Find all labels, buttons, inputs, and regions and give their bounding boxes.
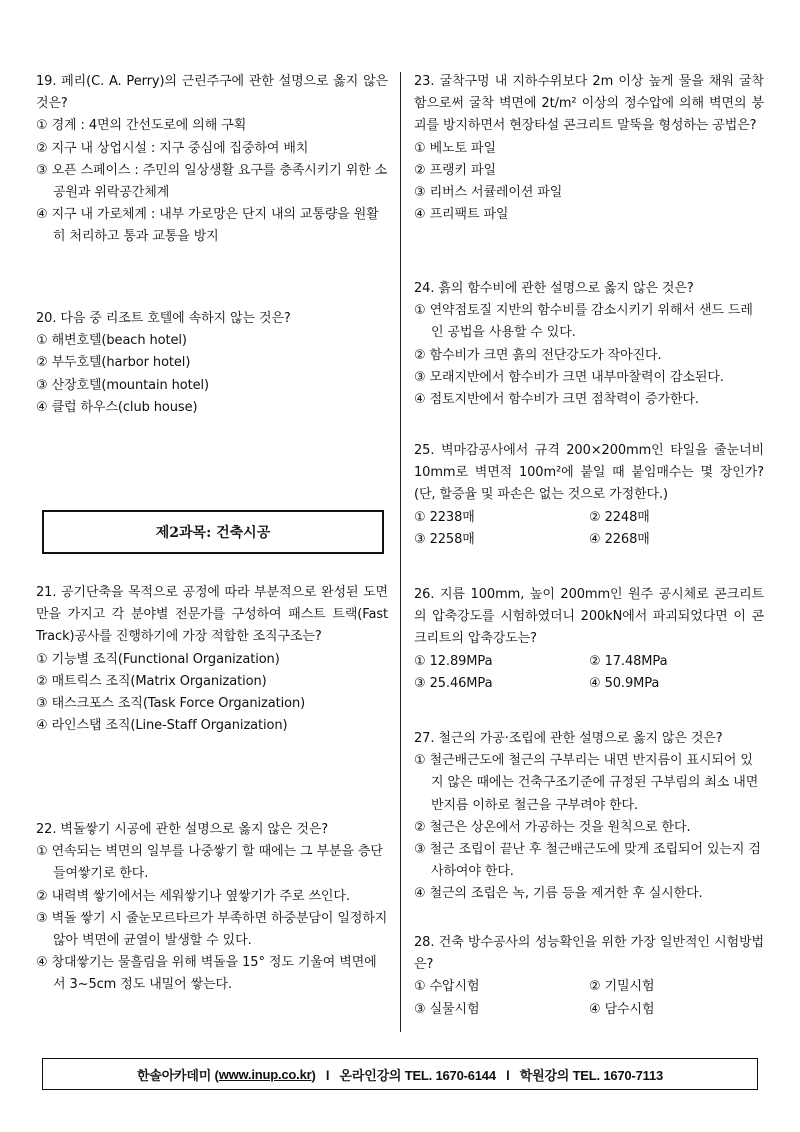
answer-option: ① 연속되는 벽면의 일부를 나중쌓기 할 때에는 그 부분을 층단 들여쌓기로 한다. xyxy=(36,844,383,882)
question-22 xyxy=(36,819,388,997)
question-stem: 28. 건축 방수공사의 성능확인을 위한 가장 일반적인 시험방법은? xyxy=(414,935,764,973)
answer-option: ② 기밀시험 xyxy=(589,979,655,995)
column-divider xyxy=(400,72,401,1032)
answer-option: ① 수압시험 xyxy=(414,979,480,995)
answer-option: ④ 50.9MPa xyxy=(589,675,660,691)
answer-option: ② 지구 내 상업시설 : 지구 중심에 집중하여 배치 xyxy=(36,140,309,156)
section-title: 제2과목: 건축시공 xyxy=(155,525,271,541)
answer-option: ③ 모래지반에서 함수비가 크면 내부마찰력이 감소된다. xyxy=(414,369,724,385)
answer-option: ① 철근배근도에 철근의 구부리는 내면 반지름이 표시되어 있지 않은 때에는 건축구조기준에 규정된 구부림의 최소 내면 반지름 이하로 철근을 구부려야 한다. xyxy=(414,753,759,813)
question-stem: 27. 철근의 가공·조립에 관한 설명으로 옳지 않은 것은? xyxy=(414,731,723,746)
question-stem: 24. 흙의 함수비에 관한 설명으로 옳지 않은 것은? xyxy=(414,281,694,296)
question-28 xyxy=(414,932,764,1021)
answer-option: ② 17.48MPa xyxy=(589,653,668,669)
options-row xyxy=(414,507,764,529)
answer-option: ② 2248매 xyxy=(589,509,650,525)
question-stem: 21. 공기단축을 목적으로 공정에 따라 부분적으로 완성된 도면만을 가지고 각 분야별 전문가를 구성하여 패스트 트랙(Fast Track)공사를 진행하기에 가장 적합한 조직구조는? xyxy=(36,585,388,645)
options-row xyxy=(414,999,764,1021)
footer-bar xyxy=(42,1058,758,1090)
answer-option: ③ 오픈 스페이스 : 주민의 일상생활 요구를 충족시키기 위한 소공원과 위락공간체계 xyxy=(36,162,388,201)
answer-option: ③ 산장호텔(mountain hotel) xyxy=(36,377,210,393)
answer-option: ① 12.89MPa xyxy=(414,653,493,669)
answer-option: ④ 2268매 xyxy=(589,531,650,547)
answer-option: ③ 벽돌 쌓기 시 줄눈모르타르가 부족하면 하중분담이 일정하지 않아 벽면에 균열이 발생할 수 있다. xyxy=(36,910,388,949)
question-19 xyxy=(36,71,388,249)
question-stem: 26. 지름 100mm, 높이 200mm인 원주 공시체로 콘크리트의 압축강도를 시험하였더니 200kN에서 파괴되었다면 이 콘크리트의 압축강도는? xyxy=(414,587,764,647)
answer-option: ② 철근은 상온에서 가공하는 것을 원칙으로 한다. xyxy=(414,819,691,835)
question-stem: 25. 벽마감공사에서 규격 200×200mm인 타일을 줄눈너비 10mm로 벽면적 100m²에 붙일 때 붙임매수는 몇 장인가? (단, 할증율 및 파손은 없는 것으로 가정한다.) xyxy=(414,443,764,503)
answer-option: ② 매트릭스 조직(Matrix Organization) xyxy=(36,673,267,689)
answer-option: ① 경계 : 4면의 간선도로에 의해 구획 xyxy=(36,118,247,134)
footer-contact: ) l 온라인강의 TEL. 1670-6144 l 학원강의 TEL. 1670-7113 xyxy=(311,1067,663,1083)
question-23 xyxy=(414,71,764,226)
answer-option: ④ 클럽 하우스(club house) xyxy=(36,399,198,415)
question-stem: 19. 페리(C. A. Perry)의 근린주구에 관한 설명으로 옳지 않은 것은? xyxy=(36,74,388,112)
question-stem: 22. 벽돌쌓기 시공에 관한 설명으로 옳지 않은 것은? xyxy=(36,822,329,837)
answer-option: ④ 철근의 조립은 녹, 기름 등을 제거한 후 실시한다. xyxy=(414,886,703,902)
options-row xyxy=(414,651,764,673)
answer-option: ② 부두호텔(harbor hotel) xyxy=(36,355,191,371)
question-stem: 20. 다음 중 리조트 호텔에 속하지 않는 것은? xyxy=(36,311,291,326)
question-26 xyxy=(414,584,764,695)
answer-option: ③ 태스크포스 조직(Task Force Organization) xyxy=(36,696,306,712)
footer-website-link[interactable]: www.inup.co.kr xyxy=(218,1066,312,1082)
answer-option: ① 해변호텔(beach hotel) xyxy=(36,333,187,349)
answer-option: ④ 프리팩트 파일 xyxy=(414,207,509,223)
answer-option: ③ 25.46MPa xyxy=(414,675,493,691)
question-27 xyxy=(414,728,764,906)
question-stem: 23. 굴착구멍 내 지하수위보다 2m 이상 높게 물을 채워 굴착함으로써 굴착 벽면에 2t/m² 이상의 정수압에 의해 벽면의 붕괴를 방지하면서 현장타설 콘크리트 말뚝을 형성하는 공법은? xyxy=(414,74,764,134)
answer-option: ③ 2258매 xyxy=(414,531,475,547)
answer-option: ③ 리버스 서큘레이션 파일 xyxy=(414,185,563,201)
answer-option: ④ 창대쌓기는 물흘림을 위해 벽돌을 15° 정도 기울여 벽면에서 3~5cm 정도 내밀어 쌓는다. xyxy=(36,955,377,993)
answer-option: ② 내력벽 쌓기에서는 세워쌓기나 옆쌓기가 주로 쓰인다. xyxy=(36,888,350,904)
question-20 xyxy=(36,308,388,419)
answer-option: ③ 실물시험 xyxy=(414,1001,480,1017)
options-row xyxy=(414,529,764,551)
answer-option: ③ 철근 조립이 끝난 후 철근배근도에 맞게 조립되어 있는지 검사하여야 한다. xyxy=(414,842,761,880)
options-row xyxy=(414,673,764,695)
footer-academy: 한솔아카데미 ( xyxy=(136,1067,219,1083)
answer-option: ④ 지구 내 가로체계 : 내부 가로망은 단지 내의 교통량을 원활히 처리하고 통과 교통을 방지 xyxy=(36,207,379,245)
options-row xyxy=(414,976,764,998)
section-title-box xyxy=(42,510,384,554)
question-25 xyxy=(414,440,764,551)
answer-option: ④ 라인스탭 조직(Line-Staff Organization) xyxy=(36,718,288,734)
answer-option: ① 연약점토질 지반의 함수비를 감소시키기 위해서 샌드 드레인 공법을 사용할 수 있다. xyxy=(414,303,753,341)
answer-option: ④ 점토지반에서 함수비가 크면 점착력이 증가한다. xyxy=(414,392,699,408)
answer-option: ① 베노토 파일 xyxy=(414,140,496,156)
answer-option: ④ 담수시험 xyxy=(589,1001,655,1017)
answer-option: ② 프랭키 파일 xyxy=(414,162,496,178)
question-21 xyxy=(36,582,388,737)
question-24 xyxy=(414,278,764,411)
answer-option: ① 2238매 xyxy=(414,509,475,525)
answer-option: ② 함수비가 크면 흙의 전단강도가 작아진다. xyxy=(414,347,662,363)
answer-option: ① 기능별 조직(Functional Organization) xyxy=(36,651,280,667)
